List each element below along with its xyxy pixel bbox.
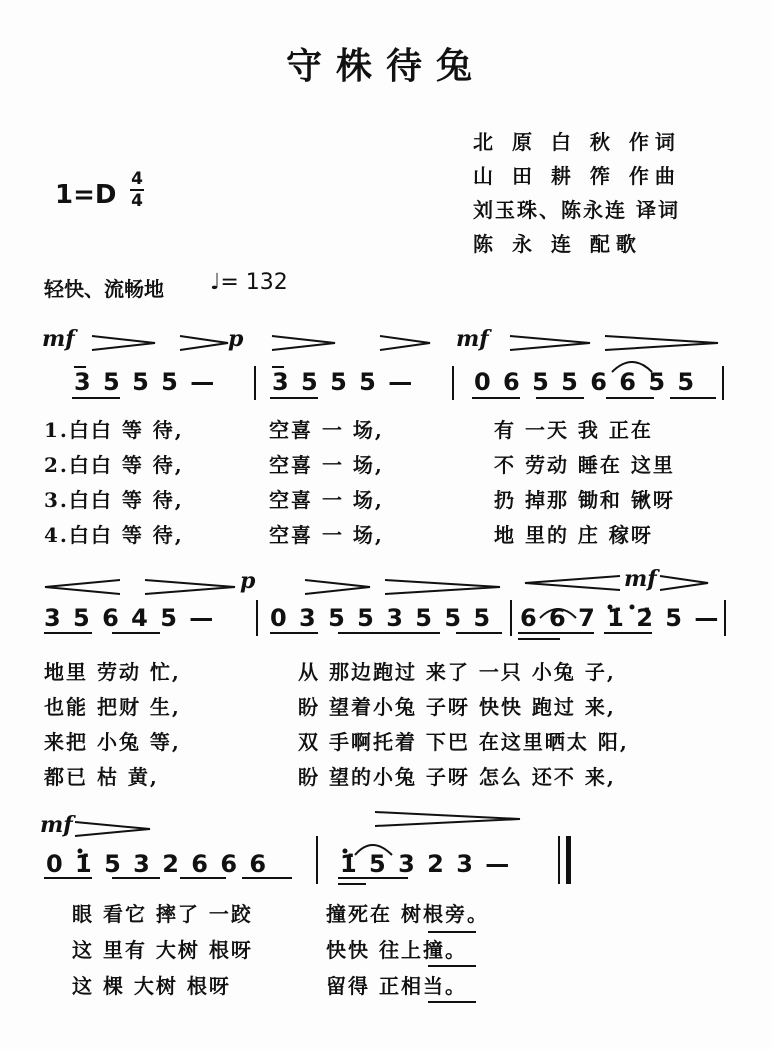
measure-5: 0 3 5 5 3 5 5 5 — [270, 604, 491, 632]
measure-8: 1̇ 5 3 2 3 — — [340, 850, 510, 878]
arranger-credit: 陈 永 连 配歌 — [473, 232, 642, 256]
dynamic-p: p — [240, 568, 256, 594]
bar-line — [316, 836, 318, 884]
dynamic-mf: mf — [42, 326, 75, 352]
dynamic-mf: mf — [624, 566, 657, 592]
lyric-verse-4: 4.白白 等 待, 空喜 一 场, 地 里的 庄 稼呀 — [44, 523, 653, 547]
time-signature-bottom: 4 — [131, 191, 143, 211]
lyric-verse-1: 1.白白 等 待, 空喜 一 场, 有 一天 我 正在 — [44, 418, 653, 442]
lyric-verse-1: 眼 看它 摔了 一跤 撞死在 树根旁。 — [72, 902, 489, 926]
song-title: 守株待兔 — [285, 45, 486, 87]
lyric-verse-4: 都已 枯 黄, 盼 望的小兔 子呀 怎么 还不 来, — [44, 765, 616, 789]
bar-line — [254, 366, 256, 400]
lyric-verse-2: 这 里有 大树 根呀 快快 往上撞。 — [72, 938, 467, 962]
lyric-verse-3: 3.白白 等 待, 空喜 一 场, 扔 掉那 锄和 锹呀 — [44, 488, 675, 512]
final-bar-thin — [558, 836, 560, 884]
measure-4: 3 5 6 4 5 — — [44, 604, 214, 632]
lyric-verse-3: 来把 小兔 等, 双 手啊托着 下巴 在这里晒太 阳, — [44, 730, 629, 754]
lyricist-credit: 北 原 白 秋 作词 — [473, 130, 681, 154]
lyric-verse-1: 地里 劳动 忙, 从 那边跑过 来了 一只 小兔 子, — [44, 660, 616, 684]
dynamic-mf: mf — [456, 326, 489, 352]
measure-3: 0 6 5 5 6 6 5 5 — [474, 368, 695, 396]
time-signature-top: 4 — [131, 169, 143, 189]
bar-line — [722, 366, 724, 400]
measure-2: 3 5 5 5 — — [272, 368, 413, 396]
measure-7: 0 1̇ 5 3 2 6 6 6 — [46, 850, 267, 878]
dynamic-mf: mf — [40, 812, 73, 838]
tempo-mark: ♩= 132 — [210, 270, 288, 295]
lyric-verse-3: 这 棵 大树 根呀 留得 正相当。 — [72, 974, 467, 998]
tempo-text: 轻快、流畅地 — [44, 277, 164, 301]
key-signature: 1=D — [55, 180, 117, 210]
measure-1: 3 5 5 5 — — [74, 368, 215, 396]
lyric-verse-2: 也能 把财 生, 盼 望着小兔 子呀 快快 跑过 来, — [44, 695, 616, 719]
final-bar-thick — [566, 836, 571, 884]
bar-line — [452, 366, 454, 400]
lyric-verse-2: 2.白白 等 待, 空喜 一 场, 不 劳动 睡在 这里 — [44, 453, 675, 477]
composer-credit: 山 田 耕 筰 作曲 — [473, 164, 681, 188]
measure-6: 6 6 7 1̇ 2̇ 5 — — [520, 604, 719, 632]
translator-credit: 刘玉珠、陈永连 译词 — [473, 198, 680, 222]
bar-line — [724, 600, 726, 636]
dynamic-p: p — [228, 326, 244, 352]
bar-line — [256, 600, 258, 636]
bar-line — [510, 600, 512, 636]
